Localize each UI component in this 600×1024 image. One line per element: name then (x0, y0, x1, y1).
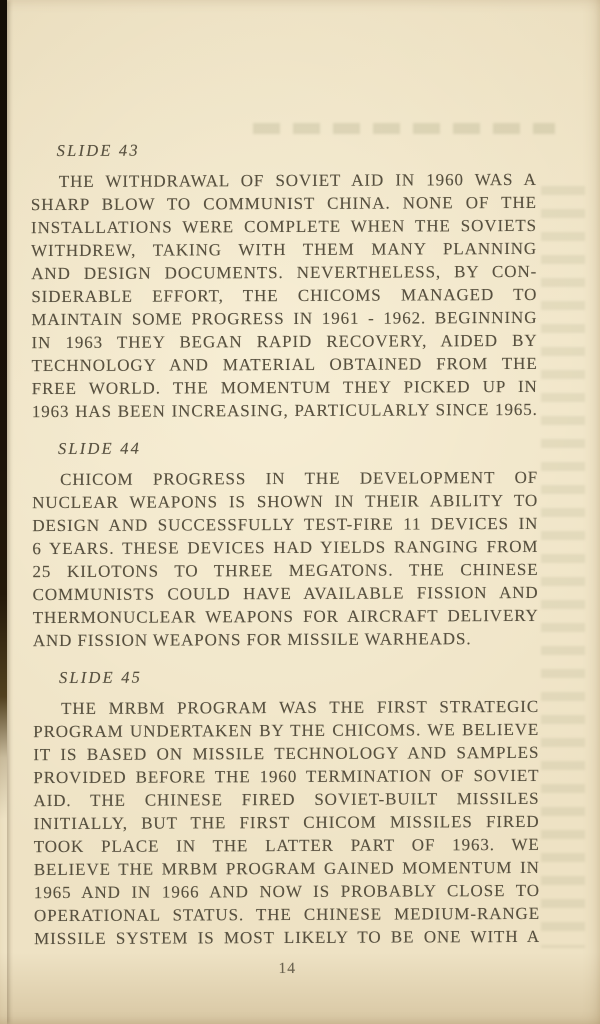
text-line: MISSILE SYSTEM IS MOST LIKELY TO BE ONE WITH A (34, 926, 541, 949)
page-number: 14 (278, 959, 297, 978)
text-line: 25 KILOTONS TO THREE MEGATONS. THE CHINESE (32, 559, 539, 582)
text-line: IT IS BASED ON MISSILE TECHNOLOGY AND SAMPLES (33, 742, 540, 765)
text-line: IN 1963 THEY BEGAN RAPID RECOVERY, AIDED BY (31, 330, 538, 353)
text-line: INSTALLATIONS WERE COMPLETE WHEN THE SOVIETS (30, 215, 538, 238)
text-line: FREE WORLD. THE MOMENTUM THEY PICKED UP IN (31, 376, 538, 399)
slide-heading: SLIDE 45 (58, 667, 143, 687)
text-line: THE MRBM PROGRAM WAS THE FIRST STRATEGIC (61, 696, 540, 718)
text-line: WITHDREW, TAKING WITH THEM MANY PLANNING (31, 238, 538, 261)
page-binding-shadow (0, 0, 7, 1024)
text-line: INITIALLY, BUT THE FIRST CHICOM MISSILES FIRED (33, 811, 540, 834)
text-line: SHARP BLOW TO COMMUNIST CHINA. NONE OF THE (30, 192, 537, 215)
text-line: AID. THE CHINESE FIRED SOVIET-BUILT MISSILES (33, 788, 540, 811)
text-line: THE WITHDRAWAL OF SOVIET AID IN 1960 WAS A (58, 169, 537, 191)
text-line: 6 YEARS. THESE DEVICES HAD YIELDS RANGING FROM (32, 536, 539, 559)
text-line: SIDERABLE EFFORT, THE CHICOMS MANAGED TO (31, 284, 538, 307)
slide-heading: SLIDE 43 (56, 140, 140, 160)
text-line: NUCLEAR WEAPONS IS SHOWN IN THEIR ABILITY TO (32, 490, 539, 513)
text-line: THERMONUCLEAR WEAPONS FOR AIRCRAFT DELIVERY (32, 605, 539, 628)
text-line: PROGRAM UNDERTAKEN BY THE CHICOMS. WE BELIEVE (33, 719, 540, 742)
text-line: MAINTAIN SOME PROGRESS IN 1961 - 1962. BEGINNING (31, 307, 538, 330)
text-line: AND DESIGN DOCUMENTS. NEVERTHELESS, BY CON- (31, 261, 538, 284)
text-line: CHICOM PROGRESS IN THE DEVELOPMENT OF (60, 467, 539, 489)
text-line: DESIGN AND SUCCESSFULLY TEST-FIRE 11 DEVICES IN (32, 513, 539, 536)
text-column (30, 0, 540, 981)
text-line: 1965 AND IN 1966 AND NOW IS PROBABLY CLOSE TO (33, 880, 540, 903)
text-line: TOOK PLACE IN THE LATTER PART OF 1963. WE (33, 834, 540, 857)
text-line: OPERATIONAL STATUS. THE CHINESE MEDIUM-RANGE (33, 903, 541, 926)
text-line: 1963 HAS BEEN INCREASING, PARTICULARLY SINCE 1965. (31, 399, 538, 422)
text-line: BELIEVE THE MRBM PROGRAM GAINED MOMENTUM IN (33, 857, 540, 880)
bleed-through-smudge (541, 186, 585, 948)
text-line: AND FISSION WEAPONS FOR MISSILE WARHEADS. (32, 629, 472, 651)
text-line: PROVIDED BEFORE THE 1960 TERMINATION OF SOVIET (33, 765, 540, 788)
text-line: TECHNOLOGY AND MATERIAL OBTAINED FROM THE (31, 353, 538, 376)
text-line: COMMUNISTS COULD HAVE AVAILABLE FISSION AND (32, 582, 539, 605)
slide-heading: SLIDE 44 (57, 438, 142, 458)
